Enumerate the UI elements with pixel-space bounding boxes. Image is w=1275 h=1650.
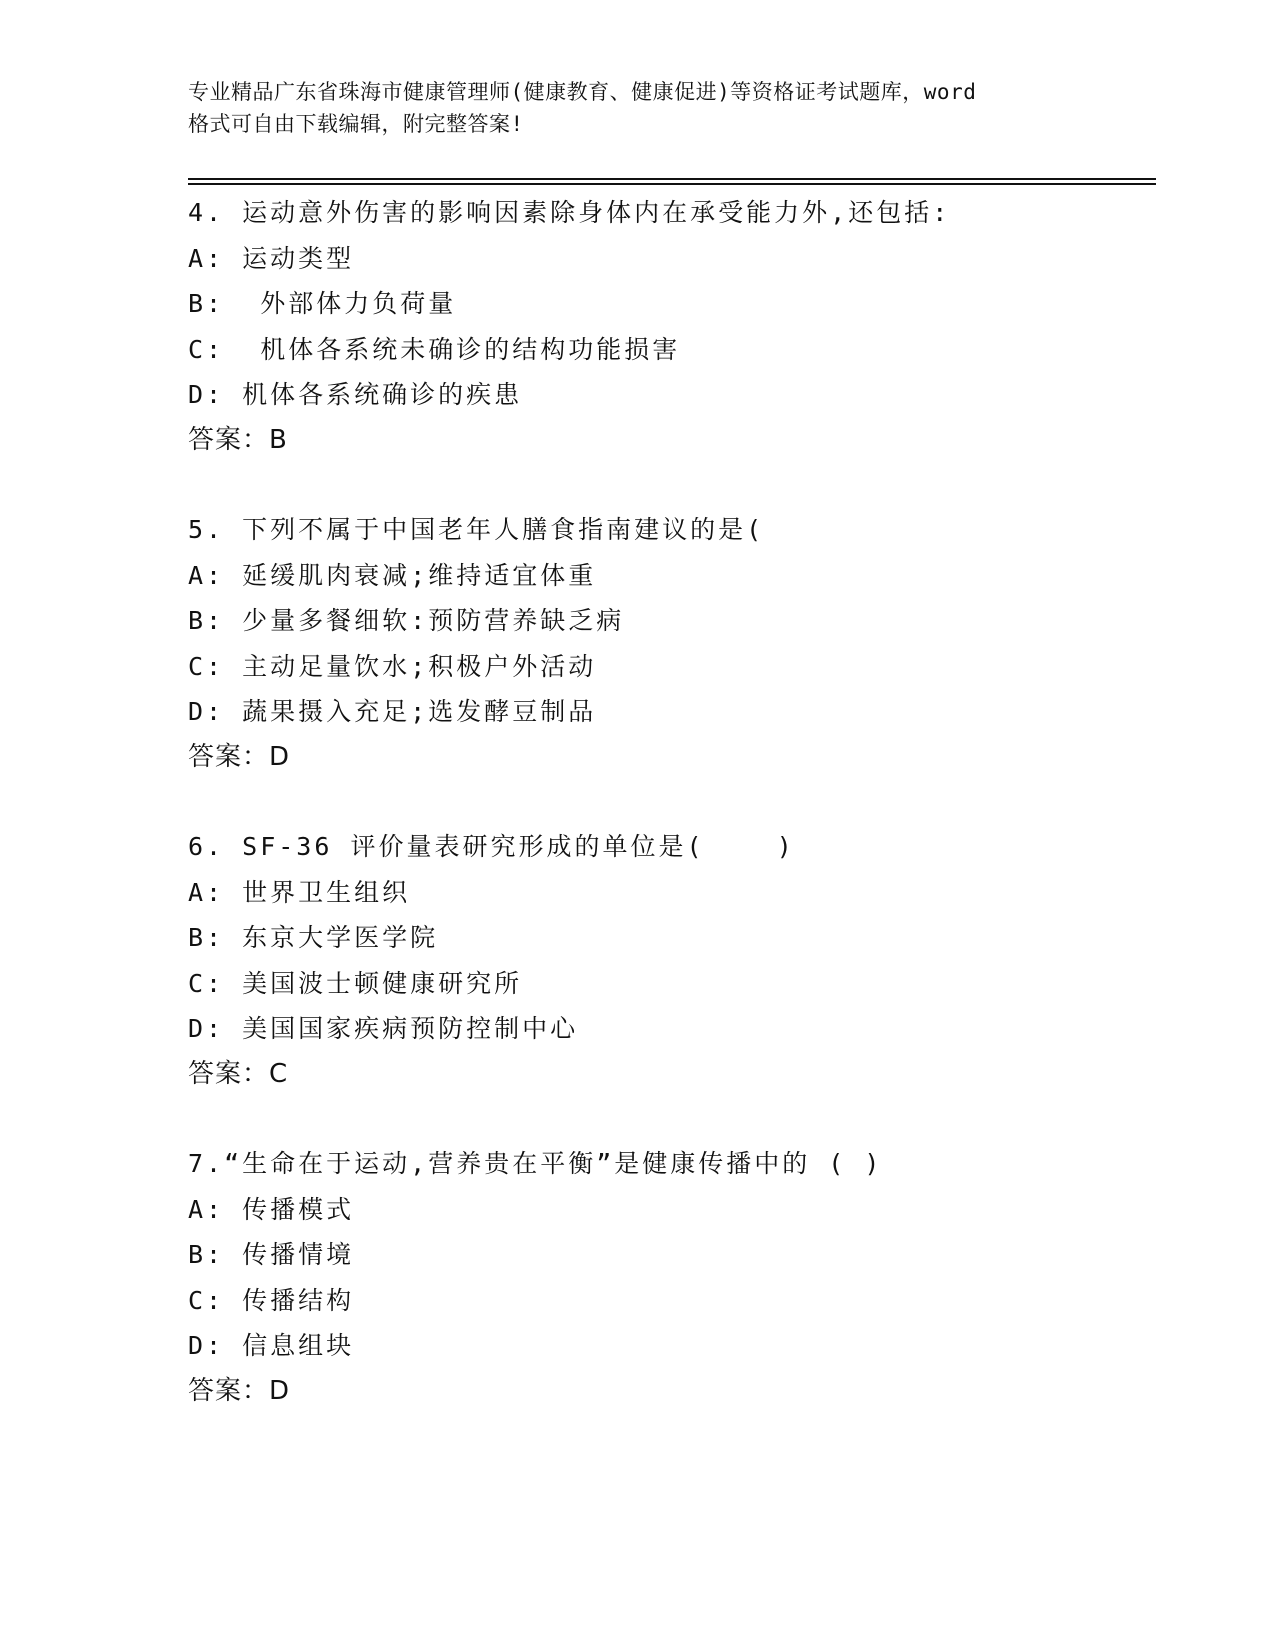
question-stem: 5. 下列不属于中国老年人膳食指南建议的是( <box>188 515 765 544</box>
header-line-1: 专业精品广东省珠海市健康管理师(健康教育、健康促进)等资格证考试题库，word <box>188 80 977 104</box>
option-c: C: 美国波士顿健康研究所 <box>188 968 523 998</box>
answer: 答案：C <box>188 1058 289 1089</box>
header-line-2: 格式可自由下载编辑，附完整答案! <box>188 112 524 136</box>
option-d: D: 美国国家疾病预防控制中心 <box>188 1014 579 1043</box>
question-stem: 7.“生命在于运动,营养贵在平衡”是健康传播中的 ( ) <box>188 1149 883 1178</box>
option-b: B: 传播情境 <box>188 1240 355 1269</box>
question-6 <box>188 824 1148 1097</box>
question-list <box>188 190 1148 1458</box>
question-7 <box>188 1141 1148 1414</box>
question-5 <box>188 507 1148 780</box>
option-a: A: 传播模式 <box>188 1194 355 1224</box>
question-stem: 4. 运动意外伤害的影响因素除身体内在承受能力外,还包括: <box>188 198 951 227</box>
option-b: B: 东京大学医学院 <box>188 923 439 952</box>
option-c: C: 主动足量饮水;积极户外活动 <box>188 651 597 681</box>
option-a: A: 延缓肌肉衰减;维持适宜体重 <box>188 560 597 590</box>
answer: 答案：B <box>188 424 288 455</box>
question-4 <box>188 190 1148 463</box>
header-rule-top <box>188 178 1156 180</box>
option-c: C: 机体各系统未确诊的结构功能损害 <box>188 334 681 364</box>
answer: 答案：D <box>188 741 291 772</box>
header-rule-bottom <box>188 183 1156 185</box>
option-a: A: 世界卫生组织 <box>188 877 411 907</box>
question-stem: 6. SF-36 评价量表研究形成的单位是( ) <box>188 832 795 861</box>
option-b: B: 少量多餐细软:预防营养缺乏病 <box>188 606 625 635</box>
document-header <box>188 76 1088 140</box>
option-a: A: 运动类型 <box>188 243 355 273</box>
option-c: C: 传播结构 <box>188 1285 355 1315</box>
option-d: D: 机体各系统确诊的疾患 <box>188 380 523 409</box>
answer: 答案：D <box>188 1375 291 1406</box>
option-d: D: 蔬果摄入充足;选发酵豆制品 <box>188 697 597 726</box>
option-d: D: 信息组块 <box>188 1331 355 1360</box>
option-b: B: 外部体力负荷量 <box>188 289 457 318</box>
